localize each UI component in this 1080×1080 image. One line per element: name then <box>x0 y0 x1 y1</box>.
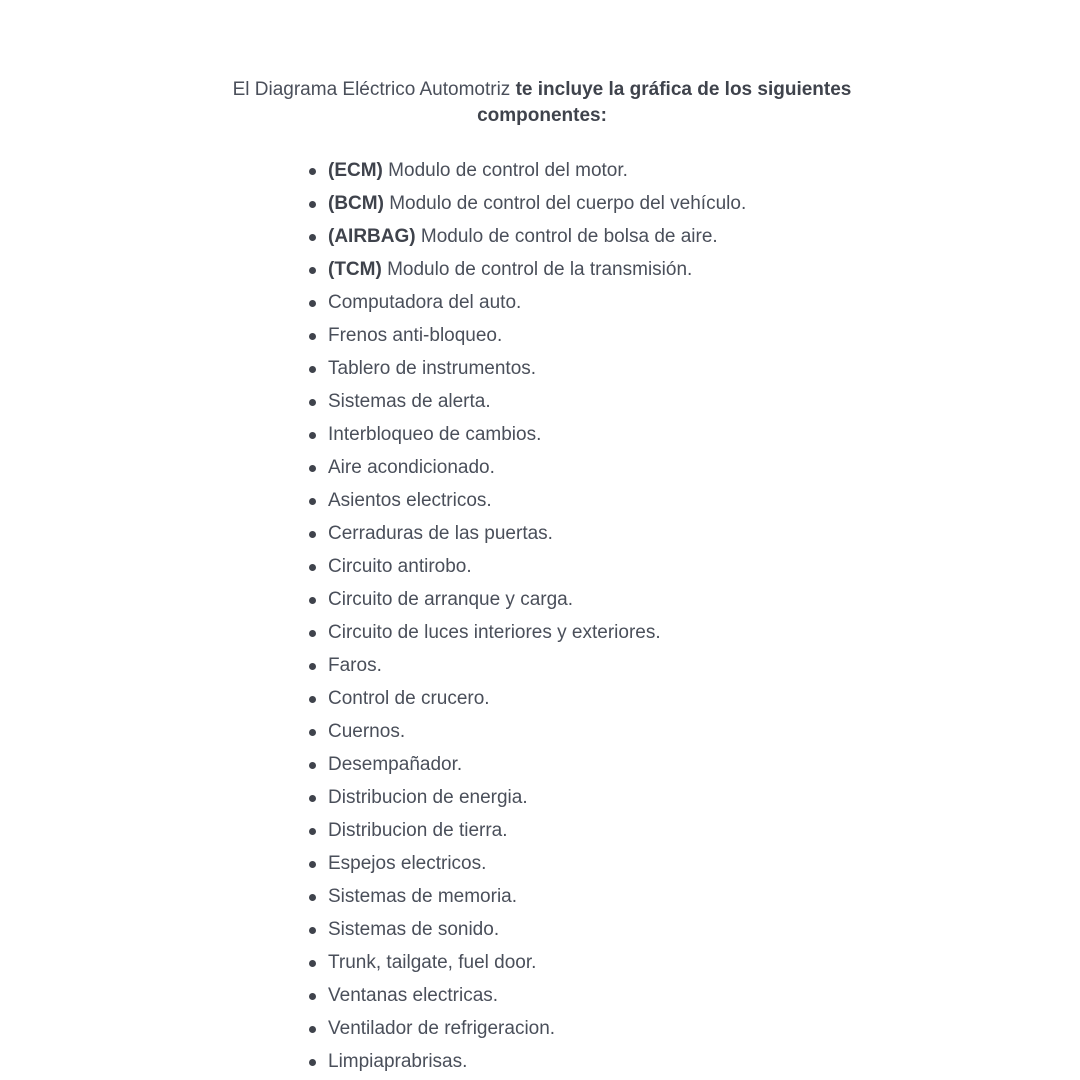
list-item <box>308 451 746 484</box>
list-item <box>308 913 746 946</box>
bullet-icon <box>309 1059 316 1066</box>
list-item <box>308 187 746 220</box>
bullet-icon <box>309 597 316 604</box>
item-text: Sistemas de memoria. <box>328 886 518 907</box>
bullet-icon <box>309 1026 316 1033</box>
item-text: Modulo de control del cuerpo del vehículo. <box>383 193 747 214</box>
list-item <box>308 517 746 550</box>
item-text: Control de crucero. <box>328 688 490 709</box>
bullet-icon <box>309 993 316 1000</box>
bullet-icon <box>309 465 316 472</box>
list-item <box>308 946 746 979</box>
bullet-icon <box>309 828 316 835</box>
bullet-icon <box>309 861 316 868</box>
list-item <box>308 484 746 517</box>
item-abbreviation: (ECM) <box>328 160 383 181</box>
item-text: Tablero de instrumentos. <box>328 358 537 379</box>
item-text: Asientos electricos. <box>328 490 492 511</box>
list-item <box>308 781 746 814</box>
bullet-icon <box>309 630 316 637</box>
item-text: Ventilador de refrigeracion. <box>328 1018 556 1039</box>
list-item <box>308 253 746 286</box>
list-item <box>308 649 746 682</box>
item-text: Modulo de control de bolsa de aire. <box>415 226 718 247</box>
bullet-icon <box>309 927 316 934</box>
list-item <box>308 682 746 715</box>
bullet-icon <box>309 168 316 175</box>
list-item <box>308 979 746 1012</box>
bullet-icon <box>309 432 316 439</box>
item-abbreviation: (AIRBAG) <box>328 226 416 247</box>
item-text: Trunk, tailgate, fuel door. <box>328 952 537 973</box>
bullet-icon <box>309 762 316 769</box>
list-item <box>308 385 746 418</box>
bullet-icon <box>309 960 316 967</box>
list-item <box>308 154 746 187</box>
intro-paragraph <box>200 77 884 129</box>
item-text: Circuito de luces interiores y exteriores. <box>328 622 661 643</box>
item-text: Faros. <box>328 655 382 676</box>
item-text: Limpiaprabrisas. <box>328 1051 468 1072</box>
list-item <box>308 1045 746 1078</box>
list-item <box>308 220 746 253</box>
bullet-icon <box>309 267 316 274</box>
bullet-icon <box>309 300 316 307</box>
bullet-icon <box>309 201 316 208</box>
list-item <box>308 550 746 583</box>
item-text: Circuito antirobo. <box>328 556 472 577</box>
list-item <box>308 715 746 748</box>
bullet-icon <box>309 894 316 901</box>
item-text: Sistemas de sonido. <box>328 919 500 940</box>
bullet-icon <box>309 531 316 538</box>
list-item <box>308 352 746 385</box>
bullet-icon <box>309 234 316 241</box>
list-item <box>308 748 746 781</box>
list-item <box>308 847 746 880</box>
item-text: Modulo de control de la transmisión. <box>381 259 693 280</box>
bullet-icon <box>309 498 316 505</box>
item-text: Aire acondicionado. <box>328 457 495 478</box>
bullet-icon <box>309 729 316 736</box>
item-text: Cerraduras de las puertas. <box>328 523 553 544</box>
bullet-icon <box>309 333 316 340</box>
list-item <box>308 814 746 847</box>
bullet-icon <box>309 564 316 571</box>
list-item <box>308 583 746 616</box>
item-text: Computadora del auto. <box>328 292 522 313</box>
list-item <box>308 286 746 319</box>
list-item <box>308 1012 746 1045</box>
item-text: Modulo de control del motor. <box>382 160 628 181</box>
components-list <box>308 154 746 1078</box>
item-text: Frenos anti-bloqueo. <box>328 325 503 346</box>
list-item <box>308 616 746 649</box>
item-text: Espejos electricos. <box>328 853 487 874</box>
bullet-icon <box>309 696 316 703</box>
list-item <box>308 880 746 913</box>
intro-bold-text: te incluye la gráfica de los siguientes componentes: <box>477 79 852 126</box>
item-text: Distribucion de energia. <box>328 787 528 808</box>
bullet-icon <box>309 795 316 802</box>
bullet-icon <box>309 663 316 670</box>
item-text: Distribucion de tierra. <box>328 820 508 841</box>
item-text: Ventanas electricas. <box>328 985 499 1006</box>
bullet-icon <box>309 366 316 373</box>
bullet-icon <box>309 399 316 406</box>
list-item <box>308 319 746 352</box>
item-text: Interbloqueo de cambios. <box>328 424 542 445</box>
item-abbreviation: (TCM) <box>328 259 382 280</box>
item-text: Desempañador. <box>328 754 463 775</box>
list-item <box>308 418 746 451</box>
item-abbreviation: (BCM) <box>328 193 384 214</box>
item-text: Cuernos. <box>328 721 406 742</box>
item-text: Sistemas de alerta. <box>328 391 491 412</box>
item-text: Circuito de arranque y carga. <box>328 589 574 610</box>
intro-text: El Diagrama Eléctrico Automotriz <box>232 79 516 100</box>
